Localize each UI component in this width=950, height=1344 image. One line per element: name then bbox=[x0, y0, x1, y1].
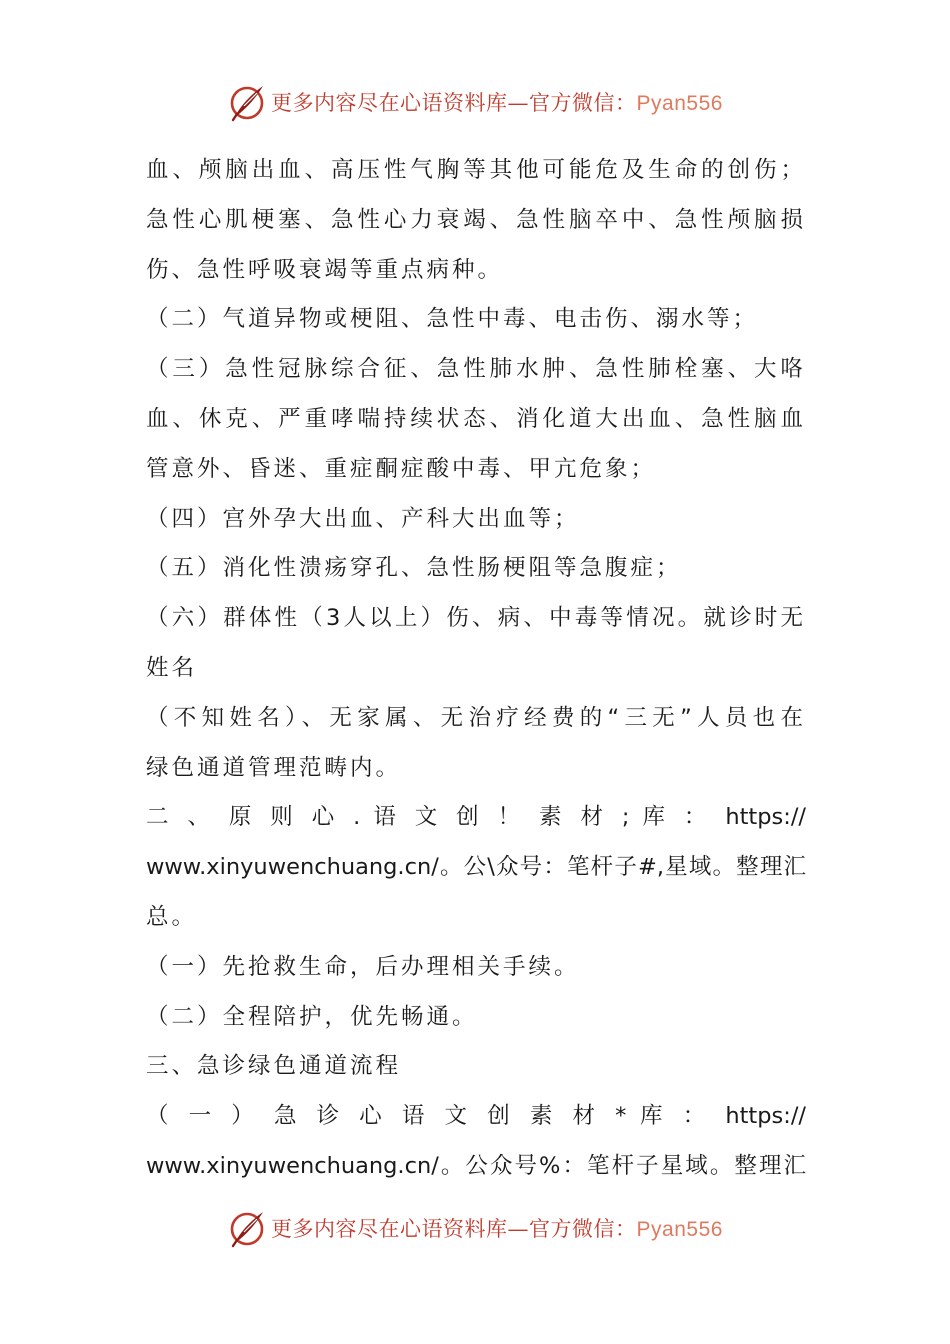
text-line: （三）急性冠脉综合征、急性肺水肿、急性肺栓塞、大咯 bbox=[146, 356, 806, 383]
text-line: 管意外、昏迷、重症酮症酸中毒、甲亢危象； bbox=[146, 455, 657, 482]
text-line: （二）气道异物或梗阻、急性中毒、电击伤、溺水等； bbox=[146, 306, 759, 333]
text-line: （六）群体性（3人以上）伤、病、中毒等情况。就诊时无 bbox=[146, 605, 806, 632]
text-line: （五）消化性溃疡穿孔、急性肠梗阻等急腹症； bbox=[146, 555, 682, 582]
wechat-id: Pyan556 bbox=[636, 92, 723, 115]
text-line: （ 一 ） 急 诊 心 语 文 创 素 材 * 库 ： https:// bbox=[146, 1103, 806, 1130]
quill-logo-icon bbox=[227, 1208, 267, 1248]
banner-text: 更多内容尽在心语资料库—官方微信：Pyan556 bbox=[271, 91, 723, 115]
text-line: （一）先抢救生命，后办理相关手续。 bbox=[146, 953, 580, 980]
text-line: 三、急诊绿色通道流程 bbox=[146, 1053, 402, 1080]
text-line: 绿色通道管理范畴内。 bbox=[146, 754, 402, 781]
text-line: 急性心肌梗塞、急性心力衰竭、急性脑卒中、急性颅脑损 bbox=[146, 206, 806, 233]
footer-banner bbox=[0, 1206, 950, 1250]
text-line: 总。 bbox=[146, 903, 198, 930]
document-body bbox=[146, 146, 806, 1192]
text-line: www.xinyuwenchuang.cn/。公众号%：笔杆子星域。整理汇 bbox=[146, 1152, 806, 1179]
text-line: （四）宫外孕大出血、产科大出血等； bbox=[146, 505, 580, 532]
wechat-id: Pyan556 bbox=[636, 1218, 723, 1241]
text-line: 姓名 bbox=[146, 654, 198, 681]
text-line: 伤、急性呼吸衰竭等重点病种。 bbox=[146, 256, 504, 283]
text-line: 二 、 原 则 心 . 语 文 创 ！ 素 材 ; 库 ： https:// bbox=[146, 804, 806, 831]
text-line: 血、休克、严重哮喘持续状态、消化道大出血、急性脑血 bbox=[146, 405, 806, 432]
text-line: （二）全程陪护，优先畅通。 bbox=[146, 1003, 478, 1030]
text-line: （不知姓名）、无家属、无治疗经费的“三无”人员也在 bbox=[146, 704, 806, 731]
text-line: www.xinyuwenchuang.cn/。公\众号：笔杆子#,星域。整理汇 bbox=[146, 854, 806, 881]
banner-text: 更多内容尽在心语资料库—官方微信：Pyan556 bbox=[271, 1217, 723, 1241]
header-banner bbox=[0, 80, 950, 124]
quill-logo-icon bbox=[227, 82, 267, 122]
text-line: 血、颅脑出血、高压性气胸等其他可能危及生命的创伤； bbox=[146, 157, 806, 183]
